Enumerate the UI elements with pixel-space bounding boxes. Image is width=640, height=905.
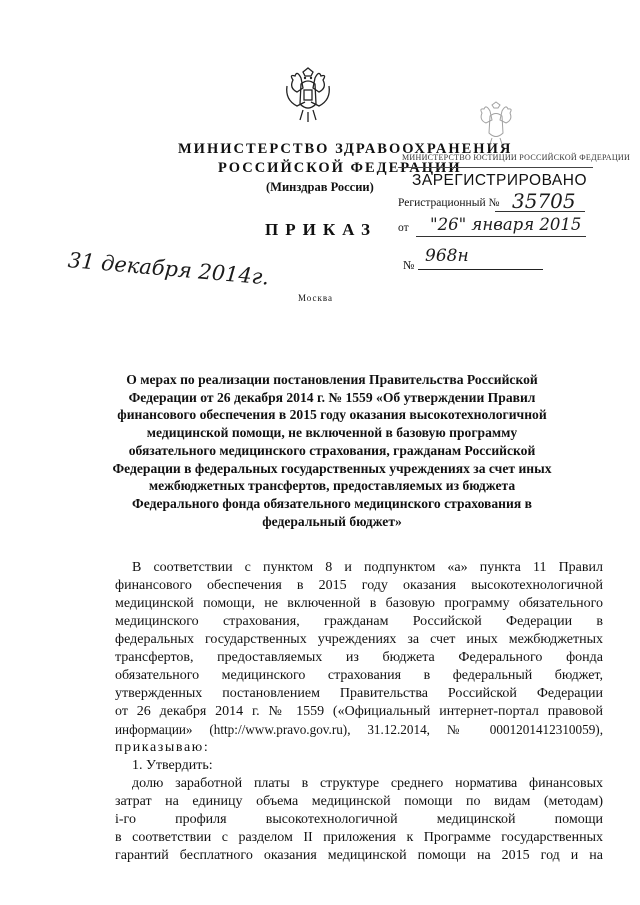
body-line: медицинского страхования, гражданам Российской Федерации в [115, 614, 603, 629]
body-line: медицинской помощи, не включенной в базовую программу обязательного [115, 596, 603, 611]
stamp-date-value: "26" января 2015 [430, 215, 582, 234]
body-line: i-го профиля высокотехнологичной медицинской помощи [115, 812, 603, 827]
stamp-header: МИНИСТЕРСТВО ЮСТИЦИИ РОССИЙСКОЙ ФЕДЕРАЦИИ [402, 153, 631, 162]
body-line: утвержденных постановлением Правительства Российской Федерации [115, 686, 603, 701]
ministry-name-line2: РОССИЙСКОЙ ФЕДЕРАЦИИ [218, 160, 462, 176]
body-line: информации» (http://www.pravo.gov.ru), 31.12.2014, № 0001201412310059), [115, 722, 603, 737]
stamp-registration-underline [495, 211, 585, 212]
stamp-registration-label: Регистрационный № [398, 197, 500, 209]
stamp-registration-number: 35705 [512, 189, 576, 213]
body-line: приказываю: [115, 740, 210, 755]
stamp-date-underline [416, 236, 586, 237]
body-line: долю заработной платы в структуре среднего норматива финансовых [132, 776, 603, 791]
body-line: обязательного медицинского страхования в федеральный бюджет, [115, 668, 603, 683]
order-date-handwritten: 31 декабря 2014г. [66, 248, 271, 290]
body-line: федеральных государственных учреждениях за счет иных межбюджетных [115, 632, 603, 647]
order-heading: О мерах по реализации постановления Правительства Российской Федерации от 26 декабря 2014 г. № 1559 «Об утверждении Правил финансового обеспечения в 2015 году оказания высокотехнологичной медицинской помощи, не включенной в базовую программу обязательного медицинского страхования, гражданам Российской Федерации в федеральных государственных учреждениях за счет иных межбюджетных трансфертов, предоставляемых из бюджета Федерального фонда обязательного медицинского страхования в федеральный бюджет» [112, 372, 552, 529]
body-line: В соответствии с пунктом 8 и подпунктом «а» пункта 11 Правил [132, 560, 603, 575]
body-line: гарантий бесплатного оказания медицинской помощи на 2015 год и на [115, 848, 603, 863]
state-emblem-icon [283, 66, 333, 124]
city: Москва [298, 293, 333, 303]
order-number-prefix: № [403, 258, 415, 272]
order-title: ПРИКАЗ [265, 220, 377, 239]
order-number-underline [418, 269, 543, 270]
stamp-divider [398, 167, 593, 168]
body-line: от 26 декабря 2014 г. № 1559 («Официальный интернет-портал правовой [115, 704, 603, 719]
body-line: затрат на единицу объема медицинской помощи по видам (методам) [115, 794, 603, 809]
ministry-name-line1: МИНИСТЕРСТВО ЗДРАВООХРАНЕНИЯ [178, 141, 513, 157]
body-line: в соответствии с разделом II приложения к Программе государственных [115, 830, 603, 845]
order-number-handwritten: 968н [425, 246, 469, 266]
stamp-emblem-icon [474, 100, 518, 150]
stamp-date-label: от [398, 222, 409, 234]
body-line: финансового обеспечения в 2015 году оказания высокотехнологичной [115, 578, 603, 593]
ministry-short-name: (Минздрав России) [266, 180, 374, 194]
body-line: трансфертов, предоставляемых из бюджета Федерального фонда [115, 650, 603, 665]
body-line: 1. Утвердить: [132, 758, 213, 773]
stamp-registered: ЗАРЕГИСТРИРОВАНО [412, 172, 588, 189]
